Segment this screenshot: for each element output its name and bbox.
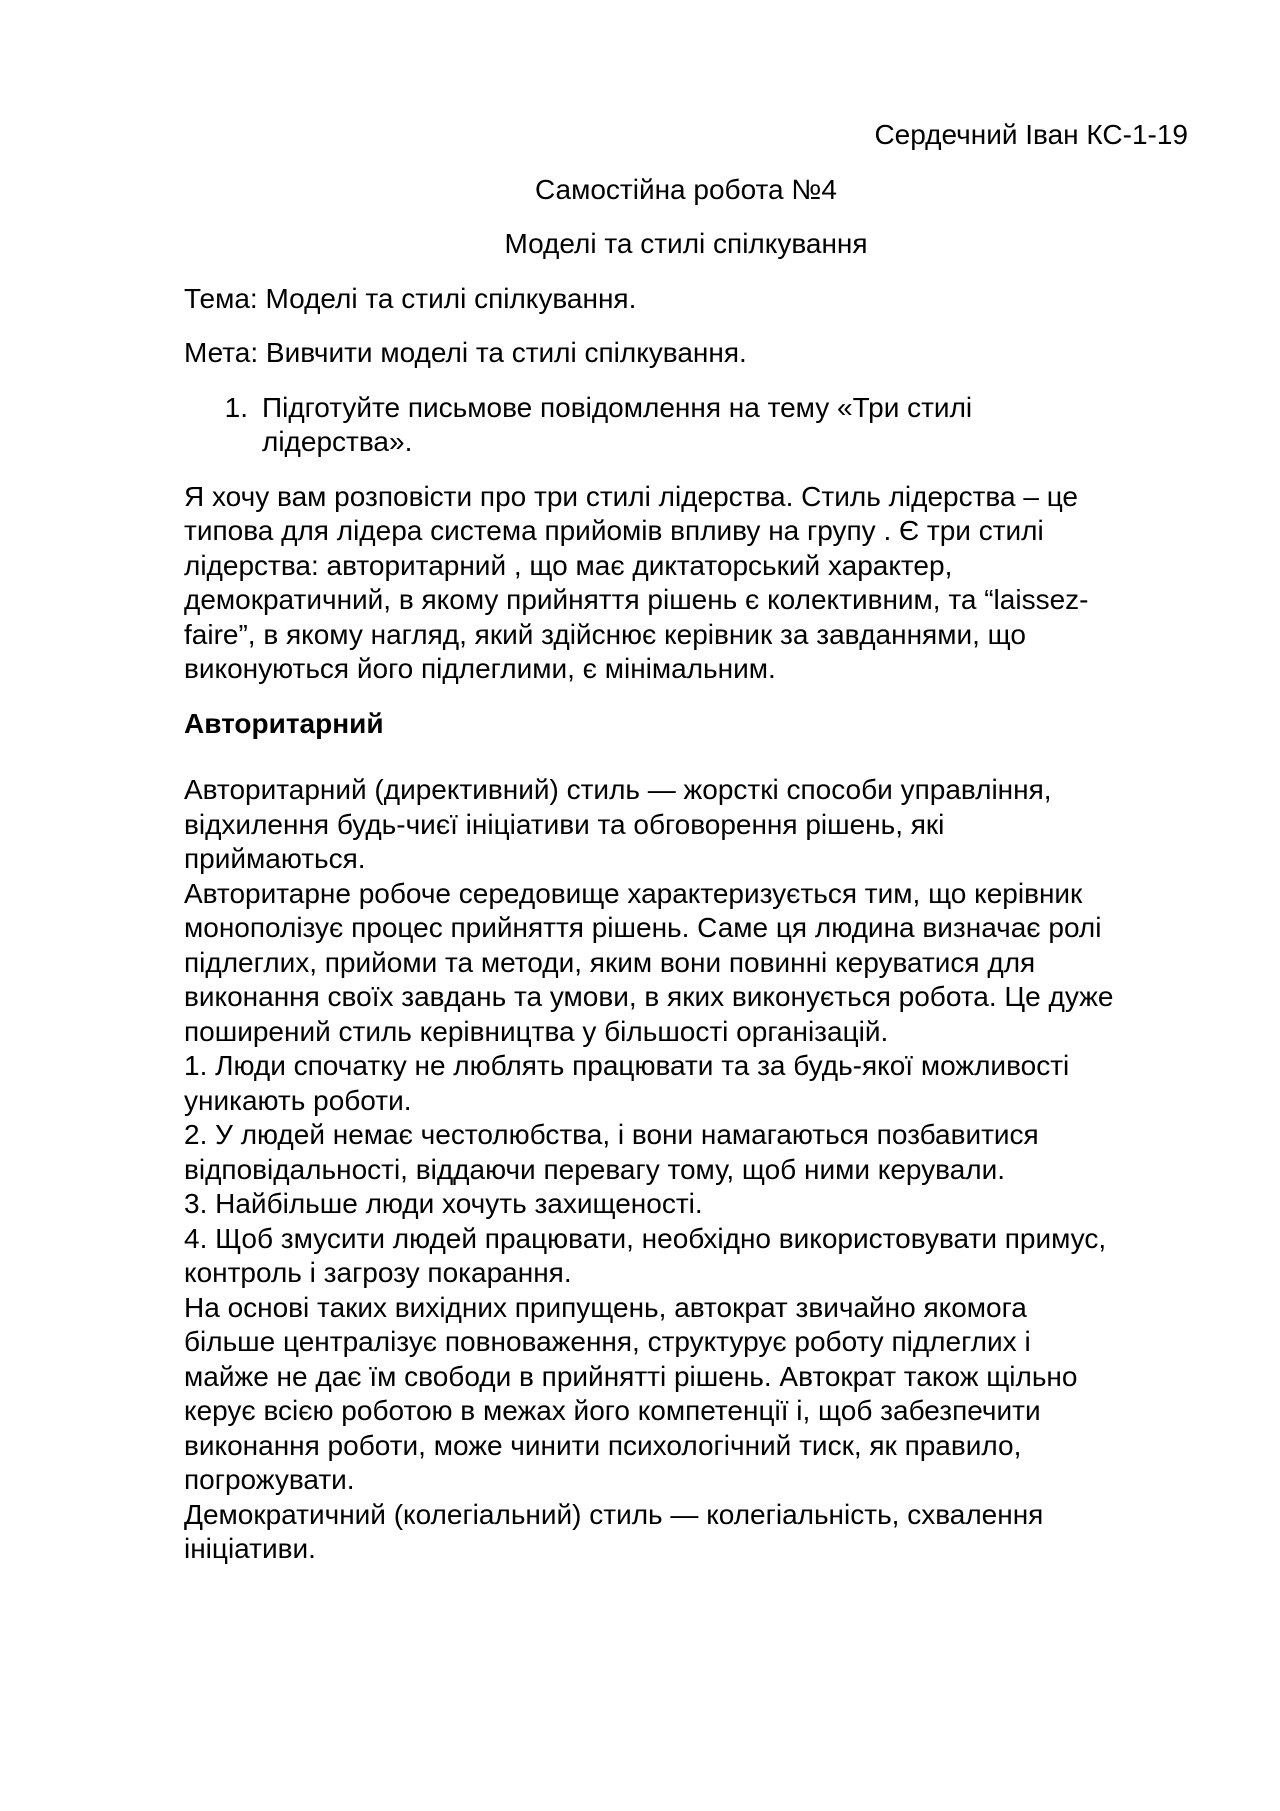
author-line: Сердечний Іван КС-1-19 [874, 119, 1188, 150]
body-line: керує всією роботою в межах його компетенції і, щоб забезпечити [184, 1395, 1041, 1426]
body-line: майже не дає їм свободи в прийнятті рішень. Автократ також щільно [184, 1360, 1078, 1392]
body-line: 3. Найбільше люди хочуть захищеності. [184, 1188, 703, 1219]
task-item [184, 391, 1188, 460]
body-line: приймаються. [184, 843, 366, 874]
body-line: Авторитарний (директивний) стиль — жорсткі способи управління, [184, 774, 1052, 805]
document-content [184, 118, 1188, 1567]
topic-line: Тема: Моделі та стилі спілкування. [184, 282, 637, 314]
body-line: На основі таких вихідних припущень, автократ звичайно якомога [184, 1291, 1027, 1323]
body-line: 2. У людей немає честолюбства, і вони намагаються позбавитися [184, 1119, 1039, 1150]
task-line: Підготуйте письмове повідомлення на тему «Три стилі [262, 391, 973, 423]
body-line: контроль і загрозу покарання. [184, 1257, 572, 1288]
body-line: уникають роботи. [184, 1084, 412, 1116]
task-line: лідерства». [262, 426, 413, 457]
intro-line: faire”, в якому нагляд, який здійснює керівник за завданнями, що [184, 618, 1026, 650]
body-line: поширений стиль керівництва у більшості організацій. [184, 1015, 889, 1047]
intro-line: Я хочу вам розповісти про три стилі лідерства. Стиль лідерства – це [184, 480, 1078, 512]
body-line: виконання своїх завдань та умови, в яких виконується робота. Це дуже [184, 981, 1114, 1012]
body-line: виконання роботи, може чинити психологічний тиск, як правило, [184, 1429, 1022, 1461]
document-title: Самостійна робота №4 [534, 173, 838, 205]
body-line: підлеглих, прийоми та методи, яким вони повинні керуватися для [184, 946, 1036, 978]
body-line: відповідальності, віддаючи перевагу тому, щоб ними керували. [184, 1153, 1006, 1185]
intro-paragraph [184, 480, 1188, 687]
body-line: 4. Щоб змусити людей працювати, необхідно використовувати примус, [184, 1222, 1107, 1254]
task-number: 1. [224, 391, 248, 423]
body-line: ініціативи. [184, 1533, 316, 1564]
section-heading: Авторитарний [184, 707, 384, 739]
document-subtitle: Моделі та стилі спілкування [504, 228, 868, 259]
body-text [184, 773, 1188, 1567]
goal-line: Мета: Вивчити моделі та стилі спілкування. [184, 337, 747, 368]
body-line: більше централізує повноваження, структурує роботу підлеглих і [184, 1326, 1031, 1357]
intro-line: виконуються його підлеглими, є мінімальним. [184, 653, 776, 684]
intro-line: демократичний, в якому прийняття рішень є колективним, та “laissez- [184, 584, 1089, 615]
body-line: Демократичний (колегіальний) стиль — колегіальність, схвалення [184, 1498, 1044, 1530]
intro-line: типова для лідера система прийомів впливу на групу . Є три стилі [184, 515, 1044, 546]
body-line: відхилення будь-чиєї ініціативи та обговорення рішень, які [184, 808, 945, 840]
body-line: погрожувати. [184, 1464, 355, 1495]
body-line: Авторитарне робоче середовище характеризується тим, що керівник [184, 877, 1083, 909]
task-text [262, 391, 1188, 460]
intro-line: лідерства: авторитарний , що має диктаторський характер, [184, 549, 953, 581]
body-line: 1. Люди спочатку не люблять працювати та за будь-якої можливості [184, 1050, 1070, 1081]
body-line: монополізує процес прийняття рішень. Саме ця людина визначає ролі [184, 912, 1102, 943]
